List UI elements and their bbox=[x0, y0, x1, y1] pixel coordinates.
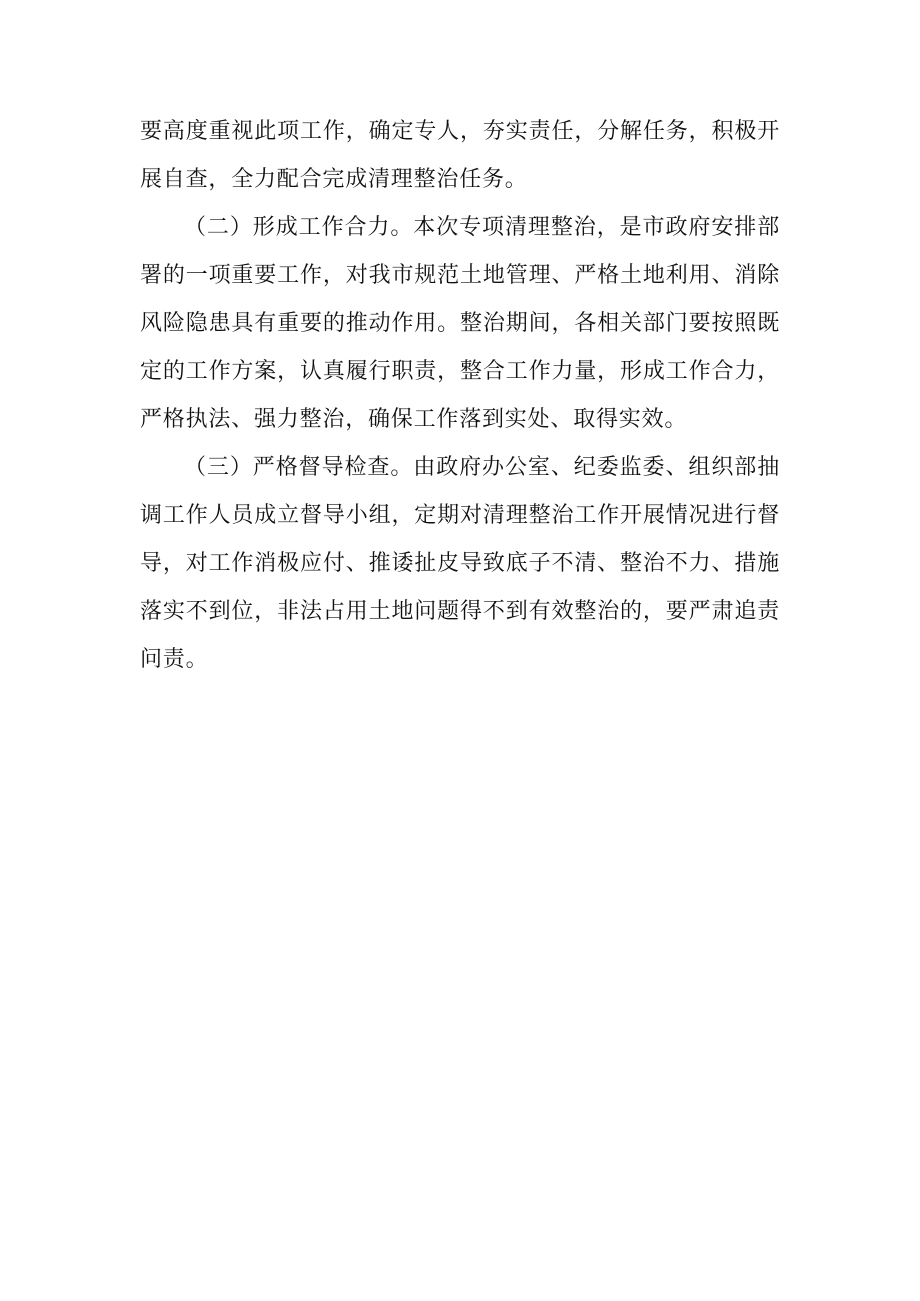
paragraph-supervision-inspection: （三）严格督导检查。由政府办公室、纪委监委、组织部抽调工作人员成立督导小组，定期对清理整治工作开展情况进行督导，对工作消极应付、推诿扯皮导致底子不清、整治不力、措施落实不到位，非法占用土地问题得不到有效整治的，要严肃追责问责。 bbox=[140, 455, 780, 672]
document-body bbox=[140, 108, 780, 684]
paragraph-work-synergy: （二）形成工作合力。本次专项清理整治，是市政府安排部署的一项重要工作，对我市规范土地管理、严格土地利用、消除风险隐患具有重要的推动作用。整治期间，各相关部门要按照既定的工作方案，认真履行职责，整合工作力量，形成工作合力，严格执法、强力整治，确保工作落到实处、取得实效。 bbox=[140, 215, 780, 432]
paragraph-continuation: 要高度重视此项工作，确定专人，夯实责任，分解任务，积极开展自查，全力配合完成清理整治任务。 bbox=[140, 119, 780, 192]
